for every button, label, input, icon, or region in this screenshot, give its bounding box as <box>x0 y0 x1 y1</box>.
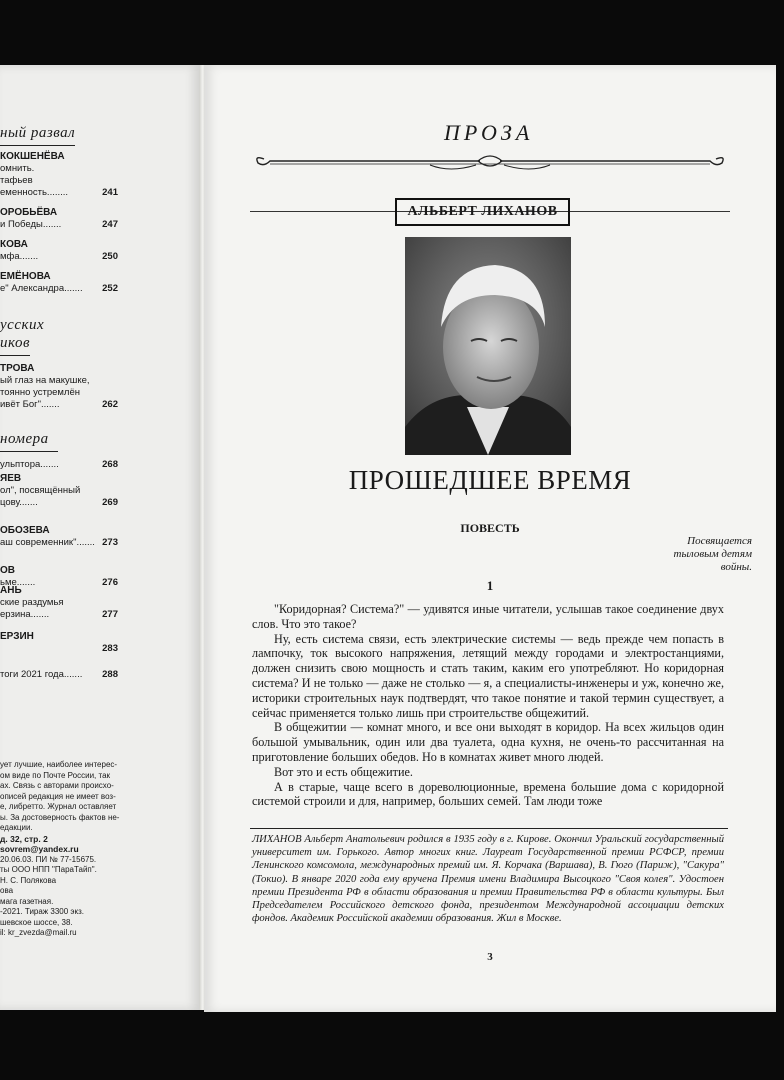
toc-author: ОВ <box>0 565 15 576</box>
toc-page-number: 268 <box>102 459 118 470</box>
imprint-line: -2021. Тираж 3300 экз. <box>0 907 84 916</box>
imprint <box>0 760 125 939</box>
toc-page-number: 241 <box>102 187 118 198</box>
toc-line: 276 ьме....... <box>0 577 118 588</box>
toc-line: ый глаз на макушке, <box>0 375 90 386</box>
imprint-line: едакции. <box>0 823 33 832</box>
toc-author: ОРОБЬЁВА <box>0 207 58 218</box>
author-bio: ЛИХАНОВ Альберт Анатольевич родился в 1935 году в г. Кирове. Окончил Уральский государственный университет им. Горького. Автор многих книг. Лауреат Государственной премии РСФСР, премии Ленинского комсомола, международных премий им. Я. Корчака (Варшава), В. Гюго (Париж), "Сакура" (Токио). В январе 2020 года ему вручена Премия имени Владимира Высоцкого "Своя колея". Удостоен премии Президента РФ в области образования и премии Правительства РФ в области культуры. Был Председателем Российского детского фонда, президентом Международной ассоциации детских фондов. Академик Российской академии образования. Жил в Москве. <box>252 834 724 925</box>
imprint-line: ты ООО НПП "ПараТайп". <box>0 865 97 874</box>
imprint-line: шевское шоссе, 38. <box>0 917 73 927</box>
toc-section-heading: иков <box>0 335 30 351</box>
dedication-line: Посвящается <box>687 535 752 547</box>
toc-page-number: 252 <box>102 283 118 294</box>
toc-line: 252 е" Александра....... <box>0 283 118 294</box>
toc-author: ОБОЗЕВА <box>0 525 50 536</box>
toc-entry <box>0 271 118 295</box>
toc-line: 273 аш современник"....... <box>0 537 118 548</box>
toc-line: 262 ивёт Бог"....... <box>0 399 118 410</box>
toc-entry <box>0 459 118 471</box>
rubric-title: ПРОЗА <box>444 120 534 145</box>
imprint-line: Н. С. Полякова <box>0 875 57 885</box>
author-portrait <box>405 237 571 455</box>
toc-entry <box>0 585 118 621</box>
imprint-address: д. 32, стр. 2 <box>0 833 48 844</box>
toc-page-number: 277 <box>102 609 118 620</box>
toc-entry <box>0 669 118 681</box>
toc-page-number: 283 <box>102 643 118 654</box>
dedication-line: тыловым детям <box>673 548 752 560</box>
paragraph: А в старые, чаще всего в дореволюционные, времена большие дома с коридорной системой строили и для, например, больших семей. Там люди тоже <box>252 779 724 809</box>
imprint-line: ом виде по Почте России, так <box>0 770 111 780</box>
imprint-line: мага газетная. <box>0 896 54 906</box>
imprint-line: е, либретто. Журнал оставляет <box>0 802 117 811</box>
toc-line: омнить. <box>0 163 35 174</box>
imprint-line: il: kr_zvezda@mail.ru <box>0 928 77 937</box>
right-page <box>204 65 776 1012</box>
toc-line: 268 ульптора....... <box>0 459 118 470</box>
toc-line: 247 и Победы....... <box>0 219 118 230</box>
toc-section-rule <box>0 145 75 146</box>
toc-section-heading: ный развал <box>0 125 76 141</box>
bio-divider <box>250 828 728 829</box>
toc-line <box>0 643 118 655</box>
toc-line: тоянно устремлён <box>0 387 81 398</box>
toc-line: ские раздумья <box>0 597 64 608</box>
toc-page-number: 247 <box>102 219 118 230</box>
imprint-line: ы. За достоверность фактов не- <box>0 812 120 822</box>
toc-line: ол", посвящённый <box>0 485 81 496</box>
toc-page-number: 262 <box>102 399 118 410</box>
chapter-number: 1 <box>486 578 494 593</box>
left-page <box>0 65 200 1010</box>
paragraph: В общежитии — комнат много, и все они выходят в коридор. На всех жильцов один большой умывальник, один или два туалета, одна кухня, не очень-то рассчитанная на приготовление больших обедов. Но в комнатах живет много людей. <box>252 720 724 764</box>
imprint-line: ует лучшие, наиболее интерес- <box>0 760 118 769</box>
toc-author: КОКШЕНЁВА <box>0 151 65 162</box>
story-body <box>252 602 724 809</box>
dedication-line: войны. <box>720 561 752 573</box>
toc-section-rule <box>0 355 30 356</box>
toc-line: 250 мфа....... <box>0 251 118 262</box>
paragraph: "Коридорная? Система?" — удивятся иные читатели, услышав такое соединение двух слов. Что это такое? <box>252 602 724 631</box>
paragraph: Вот это и есть общежитие. <box>274 764 413 779</box>
author-name-box: АЛЬБЕРТ ЛИХАНОВ <box>395 198 570 226</box>
toc-author: ТРОВА <box>0 363 35 374</box>
ornament-divider <box>250 149 730 173</box>
imprint-line: 20.06.03. ПИ № 77-15675. <box>0 854 97 864</box>
toc-line: 269 цову....... <box>0 497 118 508</box>
toc-entry <box>0 207 118 231</box>
story-title: ПРОШЕДШЕЕ ВРЕМЯ <box>348 465 632 495</box>
toc-entry <box>0 525 118 549</box>
toc-section-rule <box>0 451 58 452</box>
toc-page-number: 288 <box>102 669 118 680</box>
paragraph: Ну, есть система связи, есть электрические системы — ведь прежде чем попасть в лампочку, ток высокого напряжения, летящий между городами и электростанциями, должен снизить свою мощность и стать таким, каким его употребляют. Но коридорная система? И не только — даже не столько — я, а специалисты-инженеры и уж, конечно же, историки строительных наук подтвердят, что такое понятие и такой термин существует, а сейчас применяется только лишь при строительстве общежитий. <box>252 631 724 720</box>
toc-author: ЯЕВ <box>0 473 22 484</box>
toc-section-heading: номера <box>0 431 49 447</box>
toc-section-heading: усских <box>0 317 45 333</box>
toc-line: 241 еменность........ <box>0 187 118 198</box>
dedication <box>674 535 752 574</box>
toc-line: 277 ерзина....... <box>0 609 118 620</box>
toc-entry <box>0 239 118 263</box>
toc-page-number: 273 <box>102 537 118 548</box>
toc-author: КОВА <box>0 239 28 250</box>
page-number: 3 <box>487 951 493 963</box>
toc-entry <box>0 363 118 411</box>
toc-line: 288 тоги 2021 года....... <box>0 669 118 680</box>
toc-line: тафьев <box>0 175 33 186</box>
imprint-line: ах. Связь с авторами происхо- <box>0 781 114 790</box>
toc-page-number: 269 <box>102 497 118 508</box>
toc-entry <box>0 631 118 655</box>
imprint-line: описей редакция не имеет воз- <box>0 791 116 801</box>
portrait-image <box>405 237 571 455</box>
toc-page-number: 250 <box>102 251 118 262</box>
toc-author: АНЬ <box>0 585 22 596</box>
toc-author: ЕМЁНОВА <box>0 271 51 282</box>
toc-entry <box>0 151 118 199</box>
toc-page-number: 276 <box>102 577 118 588</box>
imprint-line: ова <box>0 886 14 895</box>
toc-author: ЕРЗИН <box>0 631 34 642</box>
imprint-email: sovrem@yandex.ru <box>0 844 79 854</box>
toc-entry <box>0 473 118 509</box>
story-genre: ПОВЕСТЬ <box>460 521 520 535</box>
